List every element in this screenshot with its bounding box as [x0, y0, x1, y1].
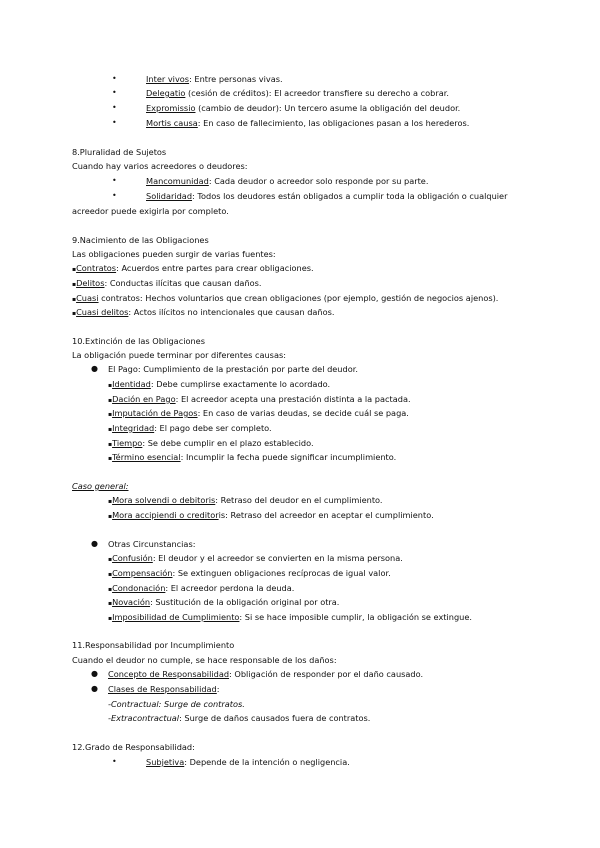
paragraph: La obligación puede terminar por diferentes causas:	[72, 350, 286, 360]
list-item: Mancomunidad: Cada deudor o acreedor solo responde por su parte.	[146, 176, 429, 186]
section-heading: 11.Responsabilidad por Incumplimiento	[72, 640, 235, 650]
paragraph: Cuando el deudor no cumple, se hace responsable de los daños:	[72, 655, 337, 665]
list-item: Concepto de Responsabilidad: Obligación de responder por el daño causado.	[108, 669, 424, 679]
section-heading: 10.Extinción de las Obligaciones	[72, 336, 205, 346]
bullet-icon: ●	[91, 364, 98, 373]
bullet-icon: ●	[91, 684, 98, 693]
bullet-icon: •	[112, 118, 117, 127]
list-item: Inter vivos: Entre personas vivas.	[146, 74, 283, 84]
bullet-icon: ▪	[108, 441, 113, 448]
list-item: ▪Imputación de Pagos: En caso de varias deudas, se decide cuál se paga.	[108, 408, 409, 418]
bullet-icon: ▪	[108, 615, 113, 622]
bullet-icon: ▪	[108, 397, 113, 404]
bullet-icon: ▪	[108, 411, 113, 418]
paragraph: Cuando hay varios acreedores o deudores:	[72, 161, 248, 171]
list-item: ▪Mora accipiendi o creditoris: Retraso del acreedor en aceptar el cumplimiento.	[108, 510, 434, 520]
list-item: ▪Término esencial: Incumplir la fecha puede significar incumplimiento.	[108, 452, 397, 462]
bullet-icon: •	[112, 176, 117, 185]
list-item: ▪Mora solvendi o debitoris: Retraso del deudor en el cumplimiento.	[108, 495, 383, 505]
bullet-icon: ▪	[108, 382, 113, 389]
bullet-icon: •	[112, 757, 117, 766]
list-item: ▪Integridad: El pago debe ser completo.	[108, 423, 272, 433]
bullet-icon: ▪	[108, 571, 113, 578]
subheading: Caso general:	[72, 481, 129, 491]
bullet-icon: •	[112, 103, 117, 112]
list-item: ▪Condonación: El acreedor perdona la deuda.	[108, 583, 295, 593]
list-item: -Contractual: Surge de contratos.	[108, 699, 245, 709]
bullet-icon: ▪	[108, 498, 113, 505]
bullet-icon: •	[112, 191, 117, 200]
bullet-icon: ▪	[72, 266, 77, 273]
list-item: ▪Delitos: Conductas ilícitas que causan daños.	[72, 278, 262, 288]
paragraph: acreedor puede exigirla por completo.	[72, 206, 229, 216]
list-item: Otras Circunstancias:	[108, 539, 196, 549]
bullet-icon: ▪	[72, 281, 77, 288]
list-item: ▪Dación en Pago: El acreedor acepta una prestación distinta a la pactada.	[108, 394, 411, 404]
section-heading: 9.Nacimiento de las Obligaciones	[72, 235, 209, 245]
bullet-icon: ▪	[108, 455, 113, 462]
bullet-icon: ▪	[108, 426, 113, 433]
list-item: ▪Compensación: Se extinguen obligaciones recíprocas de igual valor.	[108, 568, 391, 578]
bullet-icon: •	[112, 74, 117, 83]
paragraph: Las obligaciones pueden surgir de varias fuentes:	[72, 249, 276, 259]
list-item: Clases de Responsabilidad:	[108, 684, 220, 694]
list-item: ▪Tiempo: Se debe cumplir en el plazo establecido.	[108, 438, 314, 448]
bullet-icon: ▪	[72, 310, 77, 317]
bullet-icon: ▪	[108, 556, 113, 563]
bullet-icon: ●	[91, 669, 98, 678]
list-item: Expromissio (cambio de deudor): Un tercero asume la obligación del deudor.	[146, 103, 461, 113]
list-item: Delegatio (cesión de créditos): El acreedor transfiere su derecho a cobrar.	[146, 88, 449, 98]
list-item: ▪Novación: Sustitución de la obligación original por otra.	[108, 597, 340, 607]
bullet-icon: ●	[91, 539, 98, 548]
bullet-icon: ▪	[108, 586, 113, 593]
list-item: ▪Cuasi contratos: Hechos voluntarios que crean obligaciones (por ejemplo, gestión de negocios ajenos).	[72, 293, 499, 303]
list-item: ▪Identidad: Debe cumplirse exactamente lo acordado.	[108, 379, 331, 389]
list-item: Subjetiva: Depende de la intención o negligencia.	[146, 757, 350, 767]
section-heading: 12.Grado de Responsabilidad:	[72, 742, 195, 752]
list-item: Solidaridad: Todos los deudores están obligados a cumplir toda la obligación o cualquier	[146, 191, 508, 201]
list-item: ▪Cuasi delitos: Actos ilícitos no intencionales que causan daños.	[72, 307, 335, 317]
list-item: El Pago: Cumplimiento de la prestación por parte del deudor.	[108, 364, 358, 374]
bullet-icon: ▪	[108, 513, 113, 520]
section-heading: 8.Pluralidad de Sujetos	[72, 147, 167, 157]
bullet-icon: ▪	[72, 296, 77, 303]
list-item: ▪Imposibilidad de Cumplimiento: Si se hace imposible cumplir, la obligación se extingue.	[108, 612, 472, 622]
bullet-icon: ▪	[108, 600, 113, 607]
list-item: ▪Contratos: Acuerdos entre partes para crear obligaciones.	[72, 263, 314, 273]
bullet-icon: •	[112, 88, 117, 97]
list-item: Mortis causa: En caso de fallecimiento, las obligaciones pasan a los herederos.	[146, 118, 470, 128]
list-item: ▪Confusión: El deudor y el acreedor se convierten en la misma persona.	[108, 553, 403, 563]
list-item: -Extracontractual: Surge de daños causados fuera de contratos.	[108, 713, 371, 723]
